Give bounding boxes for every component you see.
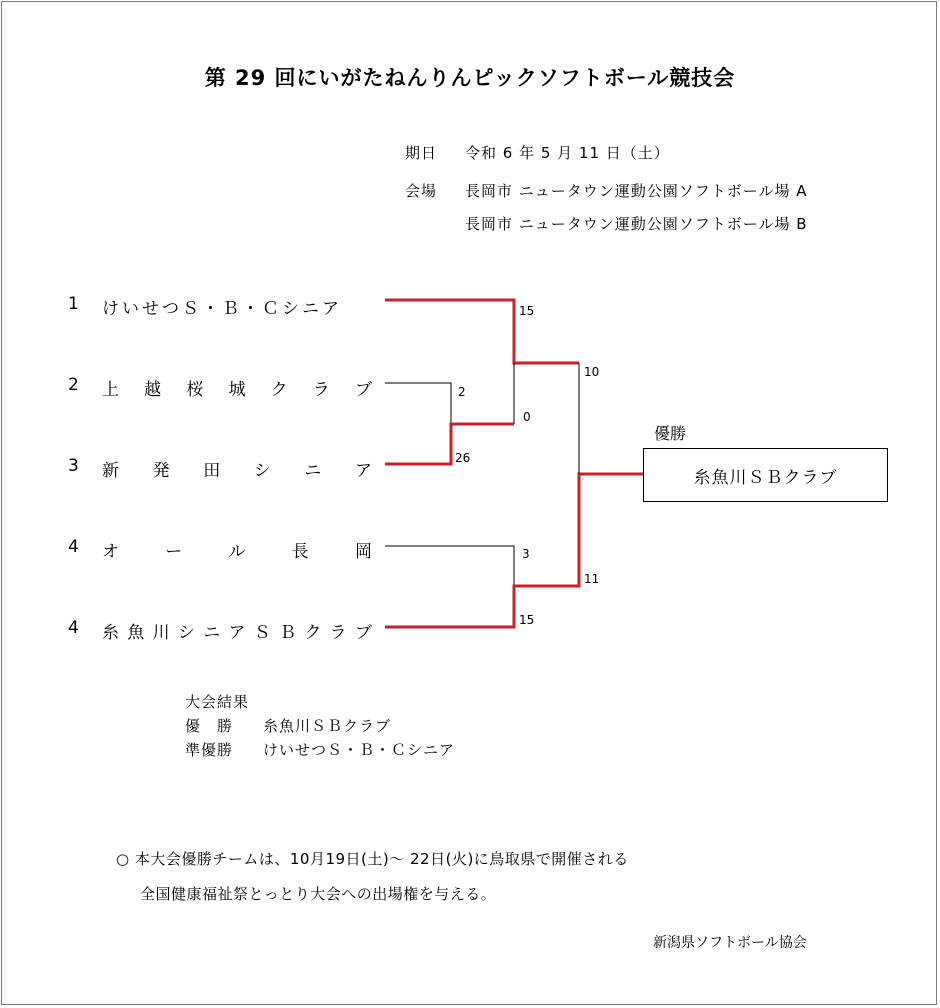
winner-heading: 優勝 (654, 424, 687, 443)
note-line-2: 全国健康福祉祭とっとり大会への出場権を与える。 (140, 885, 497, 903)
team-name-char: ア (354, 461, 372, 481)
results-heading: 大会結果 (185, 693, 250, 711)
score-sf1-team3: 0 (523, 410, 531, 424)
team-seed: 4 (68, 618, 79, 638)
team-name-char: 発 (152, 461, 170, 481)
organization-name: 新潟県ソフトボール協会 (653, 935, 807, 951)
team-name-char: ブ (354, 380, 372, 400)
team-name-char: 城 (228, 380, 246, 400)
team-seed: 4 (68, 537, 79, 557)
team-name-char: ク (304, 623, 322, 643)
score-final-bottom: 11 (584, 572, 600, 586)
team-name-char: 糸 (102, 623, 119, 643)
bracket-line-team4a (385, 546, 514, 586)
team-name-char: ラ (312, 380, 330, 400)
team-name-char: ブ (354, 623, 372, 643)
team-name-char: 岡 (355, 542, 372, 562)
page-title: 第 29 回にいがたねんりんピックソフトボール競技会 (204, 66, 736, 90)
bracket-line-team1-win (385, 300, 579, 363)
team-name-char: ル (228, 542, 246, 562)
team-name-char: 魚 (127, 623, 145, 643)
winner-name: 糸魚川ＳＢクラブ (693, 467, 838, 488)
winner-box (643, 448, 888, 502)
date-label: 期日 (405, 144, 438, 162)
date-value: 令和 6 年 5 月 11 日（土） (465, 144, 670, 162)
team-name-char: Ｂ (279, 623, 297, 643)
team-name-char: ー (165, 542, 183, 562)
team-name-char: ラ (329, 623, 347, 643)
team-seed: 3 (68, 456, 79, 476)
team-name-char: シ (177, 623, 195, 643)
results-row-runner-up (185, 738, 455, 762)
results-value: 糸魚川ＳＢクラブ (263, 717, 392, 735)
score-r1-team2: 2 (458, 385, 466, 399)
team-name-char: 新 (102, 461, 119, 481)
score-sf2-team4a: 3 (522, 547, 530, 561)
team-name-char: 桜 (186, 380, 204, 400)
score-sf1-team1: 15 (519, 304, 535, 318)
team-name-char: 越 (144, 380, 162, 400)
team-name-text: けいせつＳ・Ｂ・Ｃシニア (102, 299, 342, 319)
team-name-char: 田 (203, 461, 221, 481)
bracket-line-team3-win (385, 424, 514, 464)
team-seed: 1 (68, 294, 79, 314)
venue-line-b: 長岡市 ニュータウン運動公園ソフトボール場 B (465, 215, 808, 233)
team-name-char: ア (228, 623, 246, 643)
team-name-char: 上 (102, 380, 119, 400)
team-name-char: オ (102, 542, 119, 562)
score-sf2-team4b: 15 (519, 613, 535, 627)
team-name-char: 長 (291, 542, 309, 562)
team-name-char: 川 (152, 623, 170, 643)
results-row-champion (185, 714, 455, 738)
team-seed: 2 (68, 375, 79, 395)
venue-line-a: 長岡市 ニュータウン運動公園ソフトボール場 A (465, 182, 808, 200)
score-final-top: 10 (584, 365, 600, 379)
team-name-char: ニ (203, 623, 221, 643)
note-line-1: ○ 本大会優勝チームは、10月19日(土)～ 22日(火)に鳥取県で開催される (116, 850, 629, 868)
team-name-char: ニ (304, 461, 322, 481)
venue-label: 会場 (405, 182, 438, 200)
results-section (185, 690, 455, 762)
team-name-char: ク (270, 380, 288, 400)
score-r1-team3: 26 (455, 451, 471, 465)
team-name-char: Ｓ (253, 623, 271, 643)
results-label: 準優勝 (185, 741, 234, 759)
team-name-char: シ (253, 461, 271, 481)
results-label: 優 勝 (185, 717, 234, 735)
results-value: けいせつＳ・Ｂ・Ｃシニア (263, 741, 456, 759)
bracket-line-team2 (385, 383, 451, 424)
